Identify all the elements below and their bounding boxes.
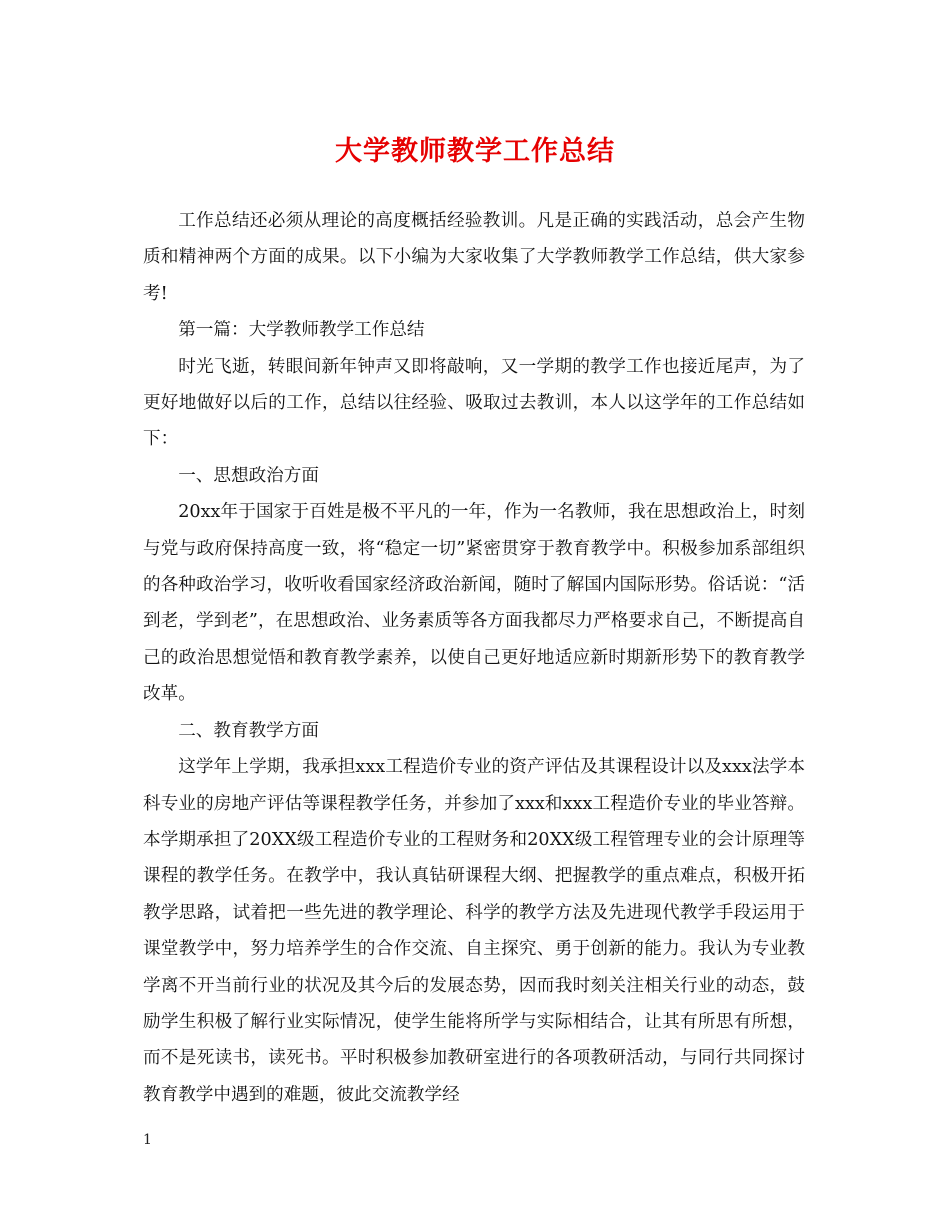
- section-heading-teaching: 二、教育教学方面: [178, 720, 319, 741]
- political-paragraph: 20xx年于国家于百姓是极不平凡的一年，作为一名教师，我在思想政治上，时刻与党与政府保持高度一致，将“稳定一切”紧密贯穿于教育教学中。积极参加系部组织的各种政治学习，收听收看国家经济政治新闻，随时了解国内国际形势。俗话说：“活到老，学到老”，在思想政治、业务素质等各方面我都尽力严格要求自己，不断提高自己的政治思想觉悟和教育教学素养，以使自己更好地适应新时期新形势下的教育教学改革。: [143, 502, 805, 705]
- section-heading-first-article: 第一篇：大学教师教学工作总结: [178, 320, 425, 341]
- teaching-paragraph: 这学年上学期，我承担xxx工程造价专业的资产评估及其课程设计以及xxx法学本科专业的房地产评估等课程教学任务，并参加了xxx和xxx工程造价专业的毕业答辩。本学期承担了20XX级工程造价专业的工程财务和20XX级工程管理专业的会计原理等课程的教学任务。在教学中，我认真钻研课程大纲、把握教学的重点难点，积极开拓教学思路，试着把一些先进的教学理论、科学的教学方法及先进现代教学手段运用于课堂教学中，努力培养学生的合作交流、自主探究、勇于创新的能力。我认为专业教学离不开当前行业的状况及其今后的发展态势，因而我时刻关注相关行业的动态，鼓励学生积极了解行业实际情况，使学生能将所学与实际相结合，让其有所思有所想，而不是死读书，读死书。平时积极参加教研室进行的各项教研活动，与同行共同探讨教育教学中遇到的难题，彼此交流教学经: [143, 757, 805, 1105]
- document-title: 大学教师教学工作总结: [335, 136, 615, 167]
- page-number: 1: [143, 1132, 152, 1148]
- section-heading-political: 一、思想政治方面: [178, 465, 319, 486]
- intro-paragraph: 工作总结还必须从理论的高度概括经验教训。凡是正确的实践活动，总会产生物质和精神两个方面的成果。以下小编为大家收集了大学教师教学工作总结，供大家参考!: [143, 211, 805, 304]
- opening-paragraph: 时光飞逝，转眼间新年钟声又即将敲响，又一学期的教学工作也接近尾声，为了更好地做好以后的工作，总结以往经验、吸取过去教训，本人以这学年的工作总结如下：: [143, 356, 805, 450]
- document-body: [143, 203, 805, 1113]
